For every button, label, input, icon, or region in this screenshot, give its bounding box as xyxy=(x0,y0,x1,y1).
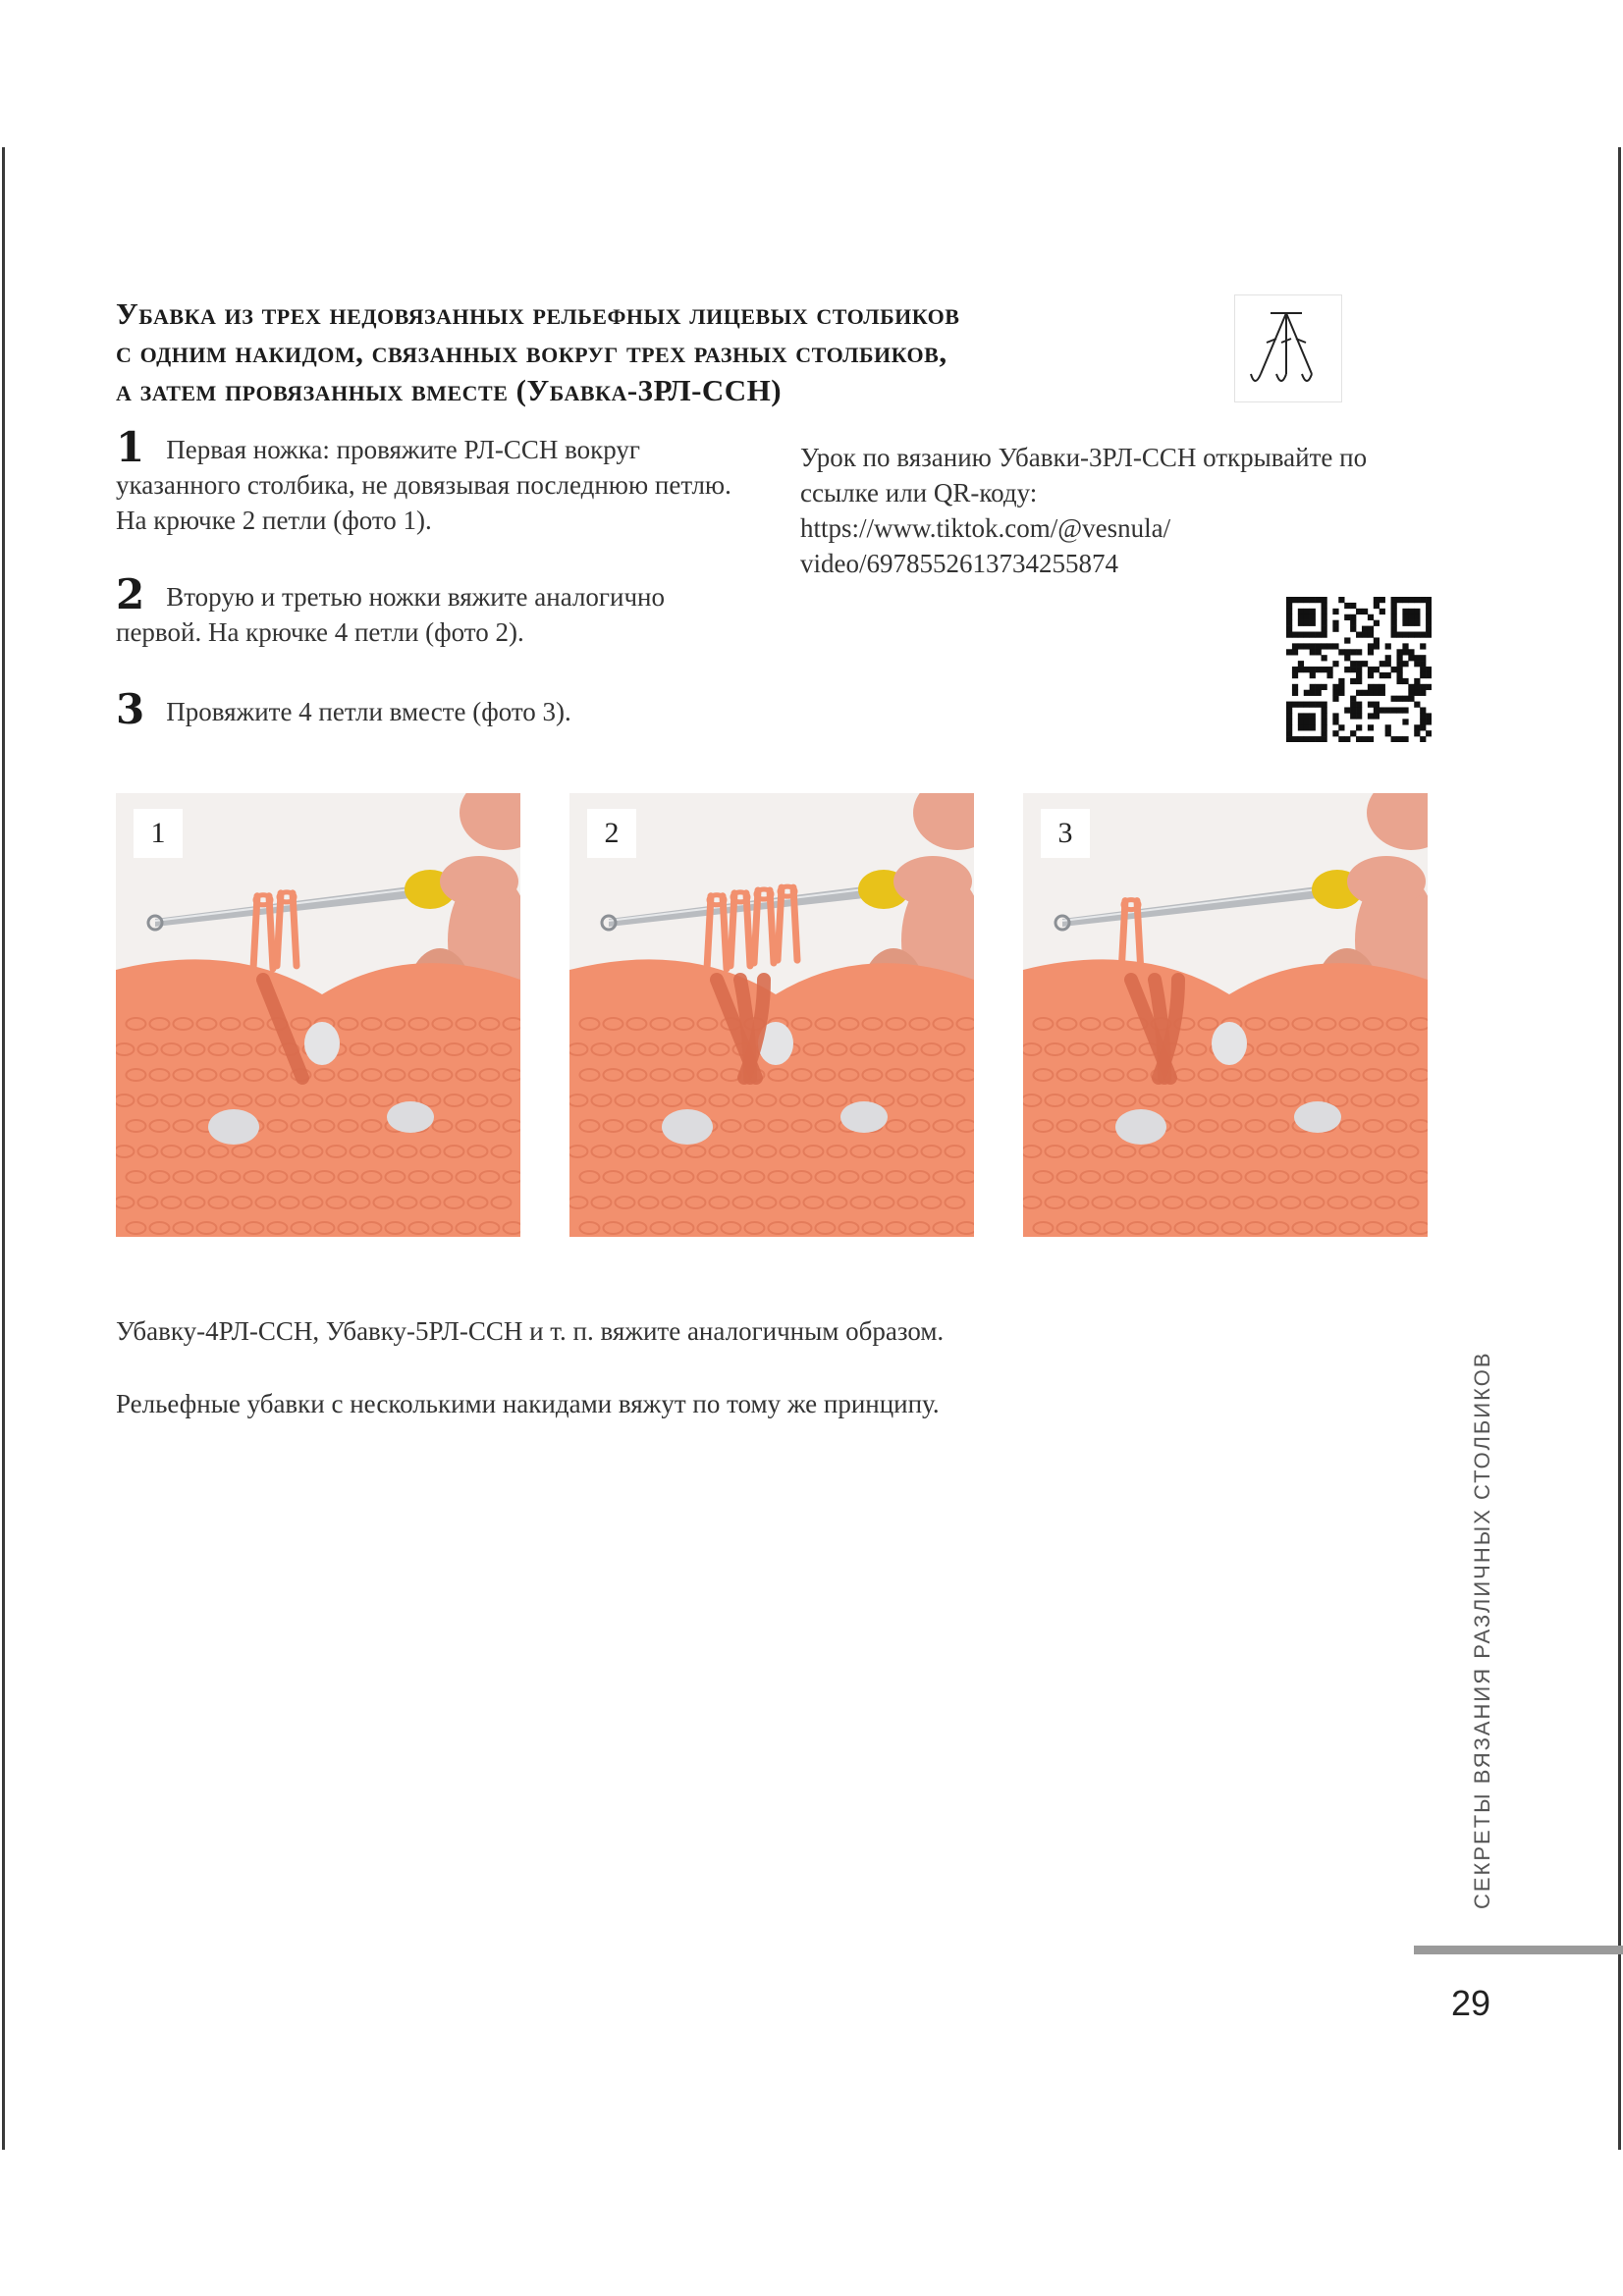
heading-line-2: с одним накидом, связанных вокруг трех разных столбиков, xyxy=(116,335,947,369)
section-heading xyxy=(116,294,1216,409)
crochet-decrease-symbol-icon xyxy=(1234,294,1342,402)
step-text: Первая ножка: провяжите РЛ-ССН вокруг указанного столбика, не довязывая последнюю петлю. На крючке 2 петли (фото 1). xyxy=(116,435,731,535)
page-left-border xyxy=(2,147,5,2150)
step-text: Вторую и третью ножки вяжите аналогично первой. На крючке 4 петли (фото 2). xyxy=(116,582,665,647)
qr-code-icon[interactable] xyxy=(1286,597,1432,742)
video-lesson-block xyxy=(800,440,1429,581)
note-variants: Убавку-4РЛ-ССН, Убавку-5РЛ-ССН и т. п. вяжите аналогичным образом. xyxy=(116,1316,945,1346)
step-3 xyxy=(116,685,744,733)
note-principle: Рельефные убавки с несколькими накидами вяжут по тому же принципу. xyxy=(116,1389,940,1418)
lesson-text: Урок по вязанию Убавки-3РЛ-ССН открывайте по ссылке или QR-коду: xyxy=(800,443,1368,507)
photo-label: 1 xyxy=(134,809,183,858)
photo-2 xyxy=(569,793,974,1237)
page-number-bar xyxy=(1414,1946,1623,1954)
step-number: 1 xyxy=(116,423,145,471)
page-right-border xyxy=(1618,147,1621,2150)
page-number: 29 xyxy=(1451,1983,1491,2023)
lesson-link[interactable]: https://www.tiktok.com/@vesnula/ xyxy=(800,513,1171,543)
heading-line-1: Убавка из трех недовязанных рельефных лицевых столбиков xyxy=(116,296,960,331)
lesson-link-continued[interactable]: video/6978552613734255874 xyxy=(800,549,1118,578)
photo-1 xyxy=(116,793,520,1237)
step-1 xyxy=(116,423,744,538)
photo-label: 2 xyxy=(587,809,636,858)
step-text: Провяжите 4 петли вместе (фото 3). xyxy=(166,697,571,726)
photo-3 xyxy=(1023,793,1428,1237)
step-2 xyxy=(116,570,744,650)
heading-line-3: а затем провязанных вместе (Убавка-3РЛ-ССН) xyxy=(116,373,783,407)
step-number: 2 xyxy=(116,570,145,618)
chapter-side-caption: СЕКРЕТЫ ВЯЗАНИЯ РАЗЛИЧНЫХ СТОЛБИКОВ xyxy=(1470,1351,1494,1909)
photo-label: 3 xyxy=(1041,809,1090,858)
step-number: 3 xyxy=(116,685,145,733)
